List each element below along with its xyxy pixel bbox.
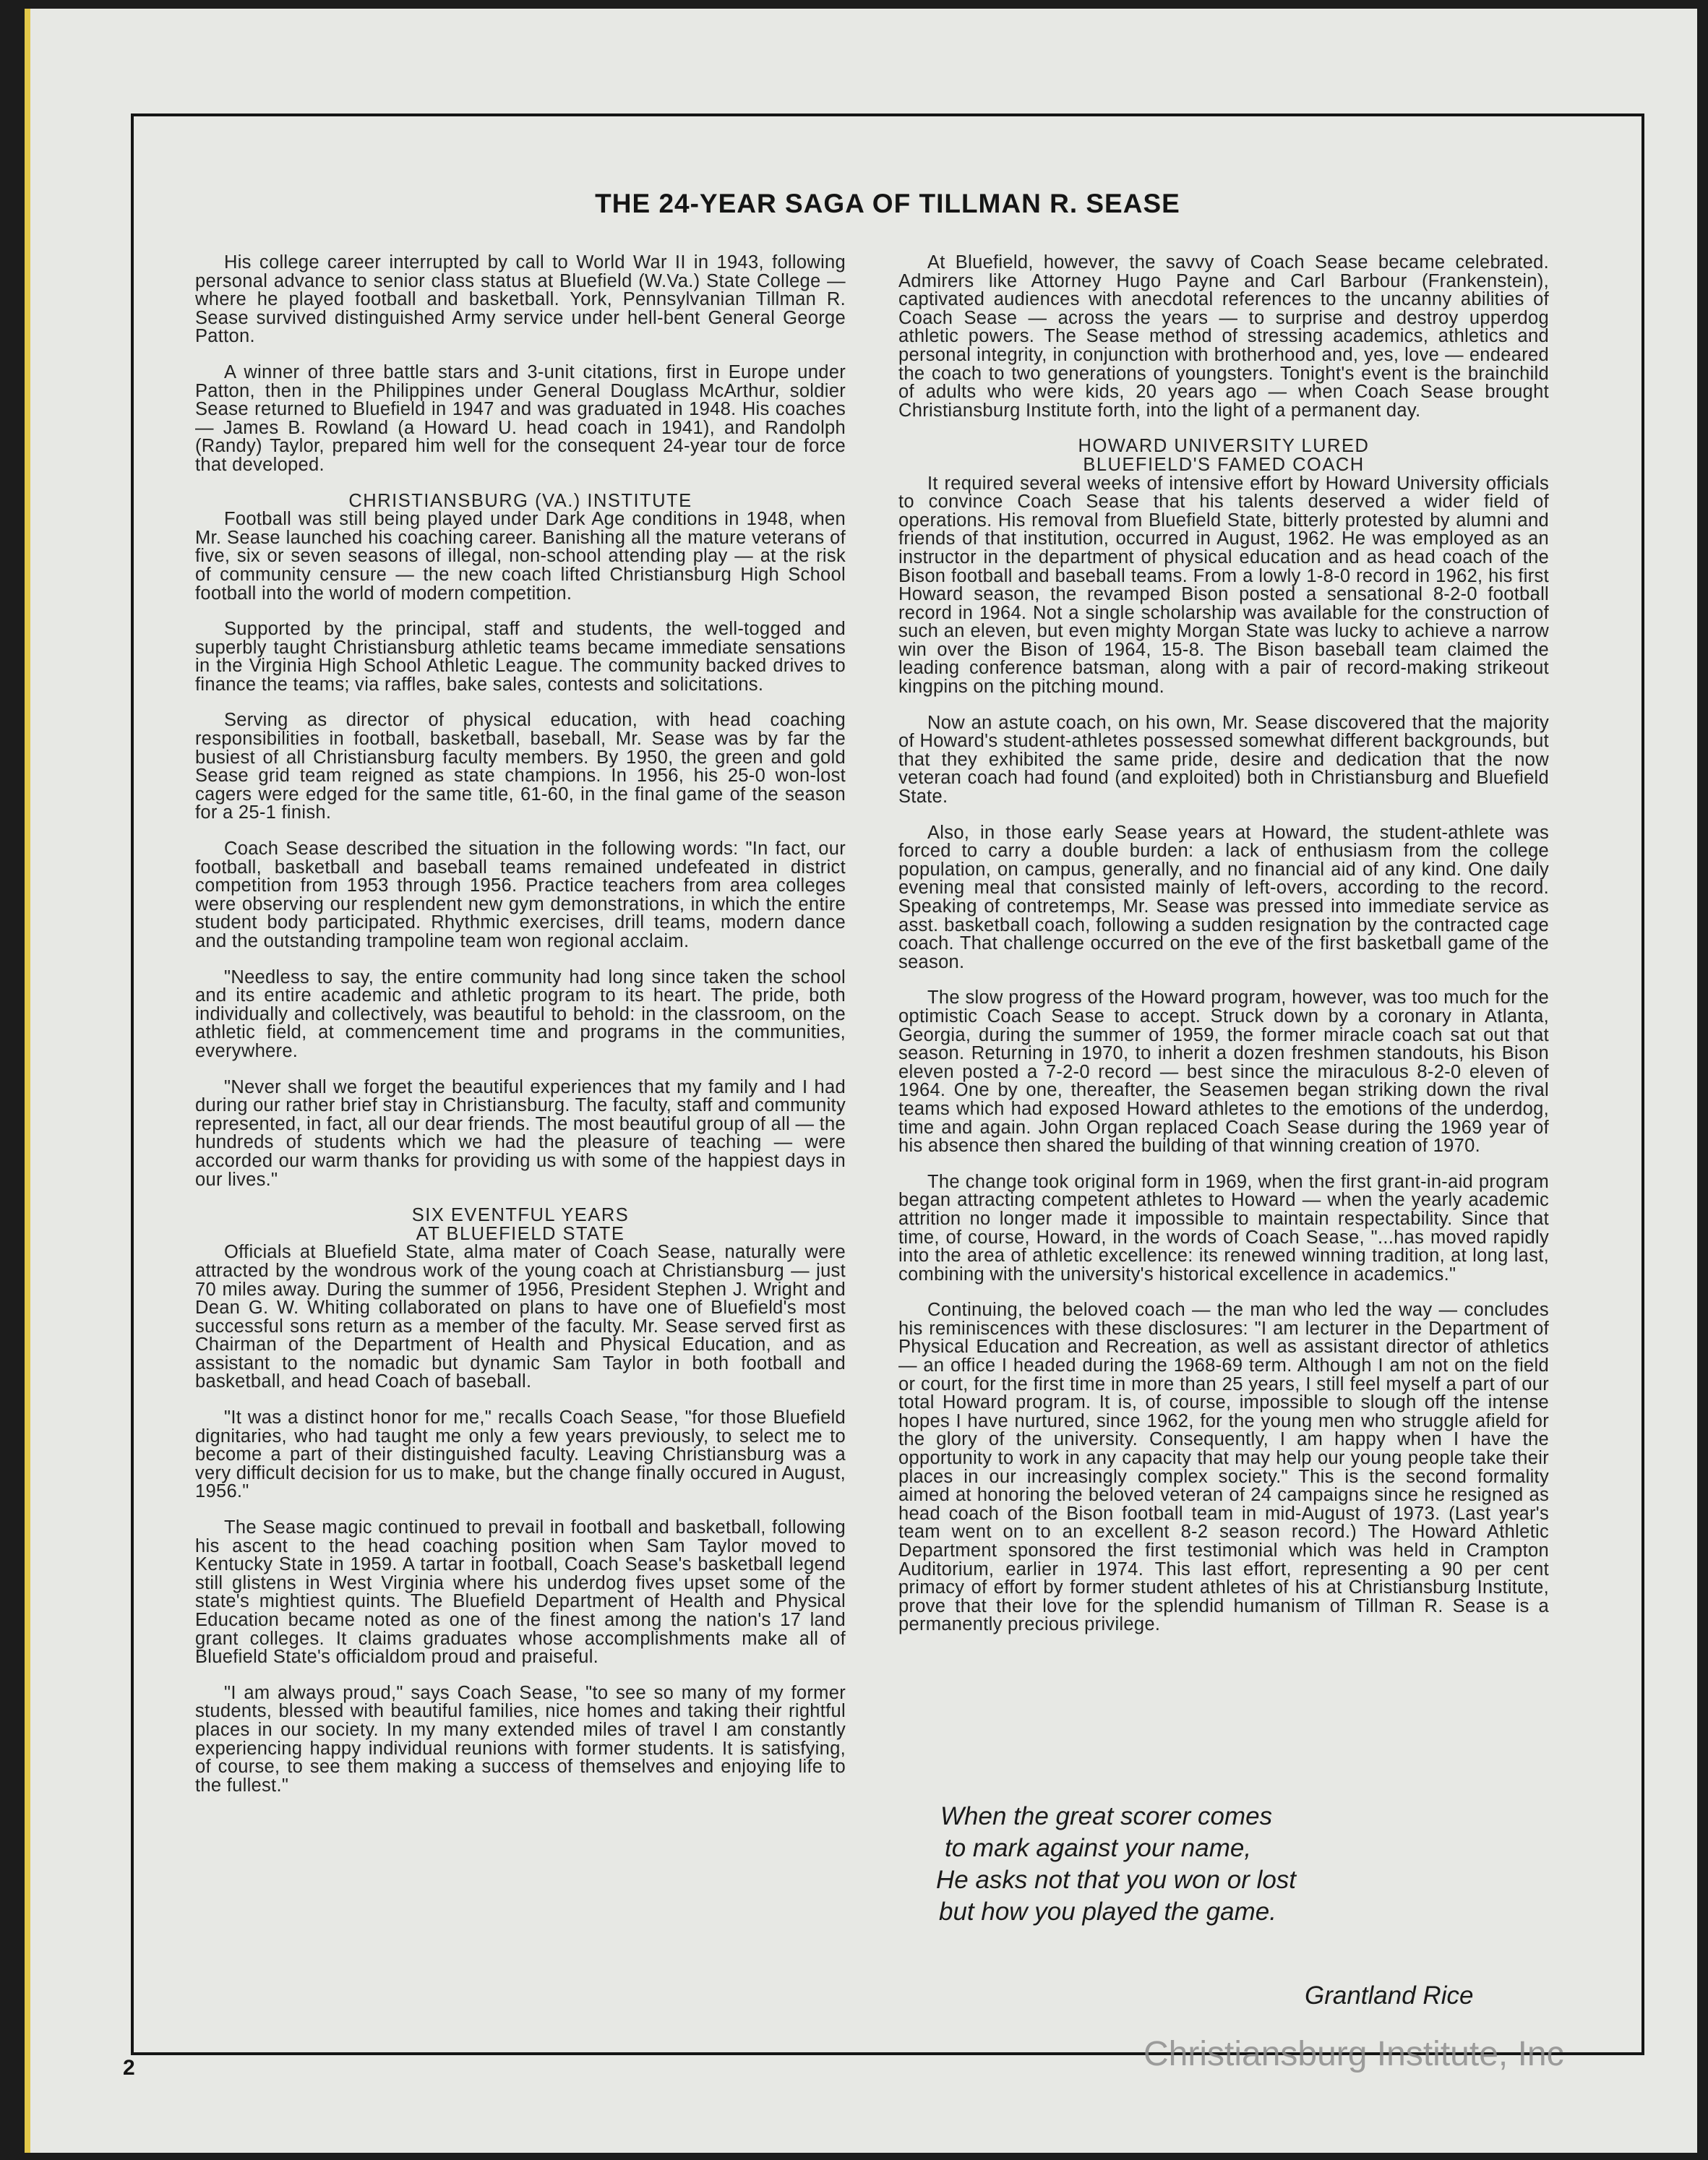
body-paragraph: Continuing, the beloved coach — the man who led the way — concludes his reminiscences with these disclosures: "I am lecturer in the Department of Physical Education and Recreation, as well as assistant director of athletics — an office I headed during the 1968-69 term. Although I am not on the field or court, for the first time in more than 25 years, I still feel myself a part of our total Howard program. It is, of course, impossible to slough off the intense hopes I have nurtured, since 1962, for the young men who struggle afield for the glory of the university. Consequently, I am happy when I have the opportunity to work in any capacity that may help our young people take their places in our increasingly complex society." This is the second formality aimed at honoring the beloved veteran of 24 campaigns since he resigned as head coach of the Bison football team in mid-August of 1973. (Last year's team went on to an excellent 8-2 season record.) The Howard Athletic Department sponsored the first testimonial which was held in Crampton Auditorium, earlier in 1974. This last effort, representing a 90 per cent primacy of effort by former student athletes of his at Christiansburg Institute, prove that their love for the splendid humanism of Tillman R. Sease is a permanently precious privilege.: [898, 1300, 1549, 1635]
body-paragraph: It required several weeks of intensive effort by Howard University officials to convince Coach Sease that his talents deserved a wider field of operations. His removal from Bluefield State, bitterly protested by alumni and friends of that institution, occurred in August, 1962. He was employed as an instructor in the department of physical education and as head coach of the Bison football and baseball teams. From a lowly 1-8-0 record in 1962, his first Howard season, the revamped Bison posted a sensational 8-2-0 football record in 1964. Not a single scholarship was available for the construction of such an eleven, but even mighty Morgan State was lucky to achieve a narrow win over the Bison of 1964, 15-8. The Bison baseball team claimed the leading conference batsman, along with a pair of record-making strikeout kingpins on the pitching mound.: [898, 473, 1549, 698]
body-paragraph: "Never shall we forget the beautiful experiences that my family and I had during our rather brief stay in Christiansburg. The faculty, staff and community represented, in fact, all our dear friends. The most beautiful group of all — the hundreds of students which we had the pleasure of teaching — were accorded our warm thanks for providing us with some of the happiest days in our lives.": [195, 1076, 846, 1190]
body-paragraph: A winner of three battle stars and 3-unit citations, first in Europe under Patton, then in the Philippines under General Douglass McArthur, soldier Sease returned to Bluefield in 1947 and was graduated in 1948. His coaches — James B. Rowland (a Howard U. head coach in 1941), and Randolph (Randy) Taylor, prepared him well for the consequent 24-year tour de force that developed.: [195, 361, 846, 475]
poem-line: When the great scorer comes: [940, 1802, 1273, 1830]
body-paragraph: Serving as director of physical education, with head coaching responsibilities in football, basketball, baseball, Mr. Sease was by far the busiest of all Christiansburg faculty members. By 1950, the green and gold Sease grid team reigned as state champions. In 1956, his 25-0 won-lost cagers were edged for the same title, 61-60, in the final game of the season for a 25-1 finish.: [195, 710, 846, 823]
body-paragraph: Football was still being played under Dark Age conditions in 1948, when Mr. Sease launched his coaching career. Banishing all the mature veterans of five, six or seven seasons of illegal, non-school attending play — at the risk of community censure — the new coach lifted Christiansburg High School football into the world of modern competition.: [195, 509, 846, 604]
body-paragraph: Now an astute coach, on his own, Mr. Sease discovered that the majority of Howard's student-athletes possessed somewhat different backgrounds, but that they exhibited the same pride, desire and dedication that the now veteran coach had found (and exploited) both in Christiansburg and Bluefield State.: [898, 712, 1549, 807]
poem-quote: [936, 1801, 1485, 1928]
body-paragraph: The change took original form in 1969, when the first grant-in-aid program began attracting competent athletes to Howard — when the yearly academic attrition no longer made it impossible to maintain respectability. Since that time, of course, Howard, in the words of Coach Sease, "...has moved rapidly into the area of athletic excellence: its renewed winning tradition, at long last, combining with the university's historical excellence in academics.": [898, 1171, 1549, 1285]
document-page: [25, 9, 1697, 2153]
watermark: Christiansburg Institute, Inc: [1143, 2035, 1564, 2073]
article-frame: [131, 113, 1644, 2055]
right-column: [898, 254, 1549, 1652]
body-paragraph: The slow progress of the Howard program, however, was too much for the optimistic Coach Sease to accept. Struck down by a coronary in Atlanta, Georgia, during the summer of 1959, the former miracle coach sat out that season. Returning in 1970, to inherit a dozen freshmen standouts, his Bison eleven posted a 7-2-0 record — best since the miraculous 8-2-0 eleven of 1964. One by one, thereafter, the Seasemen began striking down the rival teams which had exposed Howard athletes to the emotions of the underdog, time and again. John Organ replaced Coach Sease during the 1969 year of his absence then shared the building of that winning creation of 1970.: [898, 987, 1549, 1157]
body-paragraph: At Bluefield, however, the savvy of Coach Sease became celebrated. Admirers like Attorney Hugo Payne and Carl Barbour (Frankenstein), captivated audiences with anecdotal references to the uncanny abilities of Coach Sease — across the years — to surprise and destroy upperdog athletic powers. The Sease method of stressing academics, athletics and personal integrity, in conjunction with brotherhood and, yes, love — endeared the coach to two generations of youngsters. Tonight's event is the brainchild of adults who were kids, 20 years ago — when Coach Sease brought Christiansburg Institute forth, into the light of a permanent day.: [898, 252, 1549, 421]
left-column: [195, 254, 846, 1812]
section-heading: CHRISTIANSBURG (VA.) INSTITUTE: [348, 490, 692, 511]
body-paragraph: "It was a distinct honor for me," recalls Coach Sease, "for those Bluefield dignitaries, who had taught me only a few years previously, to select me to become a part of their distinguished faculty. Leaving Christiansburg was a very difficult decision for us to make, but the change finally occured in August, 1956.": [195, 1407, 846, 1502]
body-paragraph: Officials at Bluefield State, alma mater of Coach Sease, naturally were attracted by the wondrous work of the young coach at Christiansburg — just 70 miles away. During the summer of 1956, President Stephen J. Wright and Dean G. W. Whiting collaborated on plans to have one of Bluefield's most successful sons return as a member of the faculty. Mr. Sease served first as Chairman of the Department of Health and Physical Education, and as assistant to the nomadic but dynamic Sam Taylor in both football and basketball, and head Coach of baseball.: [195, 1242, 846, 1392]
section-heading: HOWARD UNIVERSITY LURED: [1078, 436, 1370, 457]
section-heading: BLUEFIELD'S FAMED COACH: [1083, 454, 1365, 475]
poem-line: to mark against your name,: [945, 1834, 1252, 1862]
poem-line: but how you played the game.: [939, 1898, 1276, 1926]
section-heading: SIX EVENTFUL YEARS: [411, 1205, 630, 1226]
article-title: THE 24-YEAR SAGA OF TILLMAN R. SEASE: [595, 189, 1180, 218]
poem-line: He asks not that you won or lost: [936, 1866, 1297, 1894]
body-paragraph: Coach Sease described the situation in the following words: "In fact, our football, basketball and baseball teams remained undefeated in district competition from 1953 through 1956. Practice teachers from area colleges were observing our resplendent new gym demonstrations, in which the entire student body participated. Rhythmic exercises, drill teams, modern dance and the outstanding trampoline team won regional acclaim.: [195, 839, 846, 951]
body-paragraph: The Sease magic continued to prevail in football and basketball, following his ascent to the head coaching position when Sam Taylor moved to Kentucky State in 1959. A tartar in football, Coach Sease's basketball legend still glistens in West Virginia where his underdog fives upset some of the state's mightiest quints. The Bluefield Department of Health and Physical Education became noted as one of the finest among the nation's 17 land grant colleges. It claims graduates whose accomplishments make all of Bluefield State's officialdom proud and praiseful.: [195, 1517, 846, 1668]
body-paragraph: "Needless to say, the entire community had long since taken the school and its entire academic and athletic program to its heart. The pride, both individually and collectively, was beautiful to behold: in the classroom, on the athletic field, at commencement time and programs in the communities, everywhere.: [195, 967, 846, 1061]
body-paragraph: His college career interrupted by call to World War II in 1943, following personal advance to senior class status at Bluefield (W.Va.) State College — where he played football and basketball. York, Pennsylvanian Tillman R. Sease survived distinguished Army service under hell-bent General George Patton.: [195, 252, 846, 347]
body-paragraph: Supported by the principal, staff and students, the well-togged and superbly taught Christiansburg athletic teams became immediate sensations in the Virginia High School Athletic League. The community backed drives to finance the teams; via raffles, bake sales, contests and solicitations.: [195, 619, 846, 695]
body-paragraph: Also, in those early Sease years at Howard, the student-athlete was forced to carry a double burden: a lack of enthusiasm from the college population, on campus, generally, and no financial aid of any kind. One daily evening meal that consisted mainly of left-overs, according to the record. Speaking of contretemps, Mr. Sease was pressed into immediate service as asst. basketball coach, following a sudden resignation by the contracted cage coach. That challenge occurred on the eve of the first basketball game of the season.: [898, 822, 1549, 972]
page-number: 2: [123, 2056, 135, 2080]
section-heading: AT BLUEFIELD STATE: [416, 1223, 625, 1244]
body-paragraph: "I am always proud," says Coach Sease, "to see so many of my former students, blessed with beautiful families, nice homes and taking their rightful places in our society. In my many extended miles of travel I am constantly experiencing happy individual reunions with former students. It is satisfying, of course, to see them making a success of themselves and enjoying life to the fullest.": [195, 1682, 846, 1796]
poem-attribution: Grantland Rice: [1305, 1981, 1474, 2010]
